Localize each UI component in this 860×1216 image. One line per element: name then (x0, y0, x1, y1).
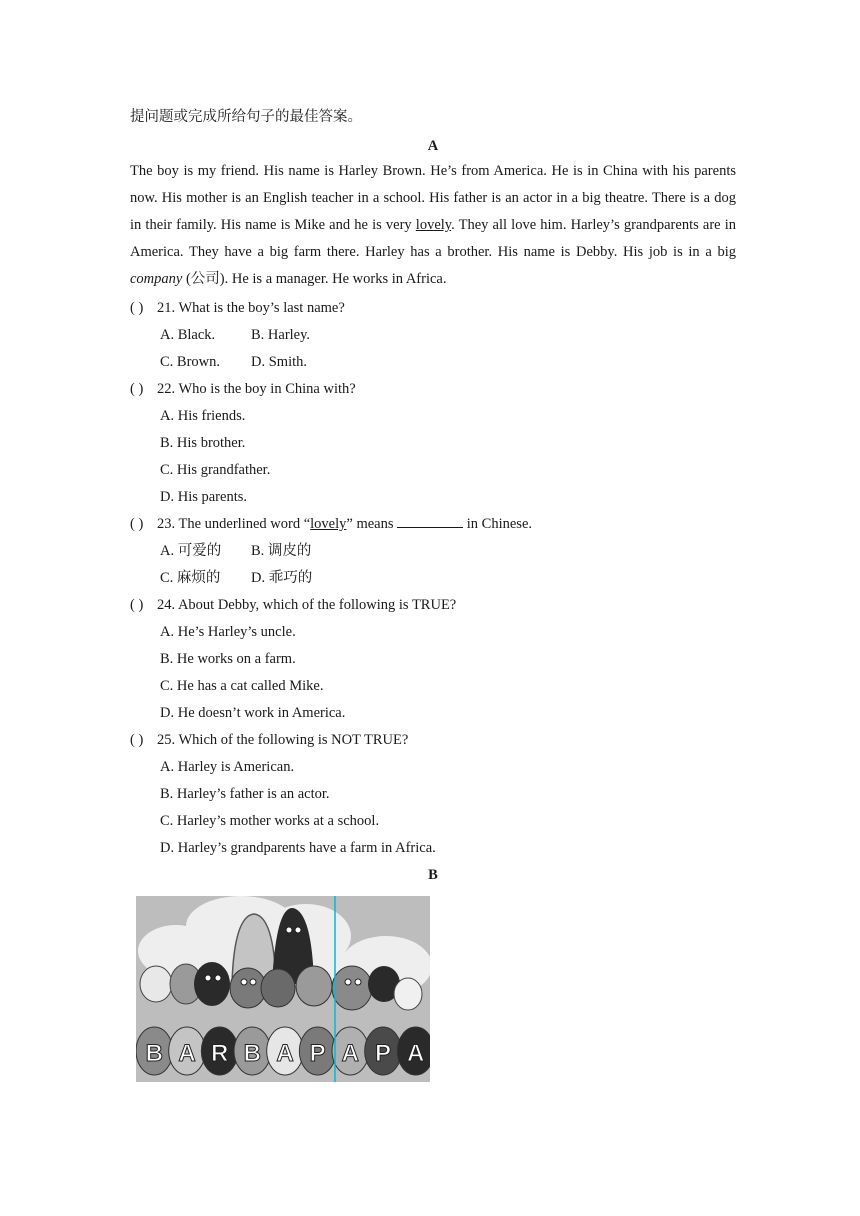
question-stem: 25. Which of the following is NOT TRUE? (157, 732, 409, 748)
passage-text-3: (公司). He is a manager. He works in Africa. (182, 271, 447, 287)
letter-glyph: B (145, 1040, 164, 1067)
letter-glyph: A (406, 1040, 425, 1067)
question-24 (130, 596, 456, 614)
underlined-word: lovely (415, 217, 452, 233)
question-25 (130, 731, 408, 749)
section-a-heading: A (427, 138, 439, 154)
option-c: C. His grandfather. (160, 462, 271, 478)
answer-paren: ( ) (130, 300, 144, 316)
barbapapa-family-image (136, 896, 430, 1082)
question-stem-post: ” means (346, 516, 398, 532)
letter-blobs (136, 1027, 430, 1075)
answer-paren: ( ) (130, 732, 144, 748)
letter-glyph: A (276, 1040, 294, 1067)
option-c: C. Harley’s mother works at a school. (160, 813, 380, 829)
letter-glyph: P (309, 1040, 326, 1067)
instructions: 提问题或完成所给句子的最佳答案。 (130, 109, 362, 125)
option-b: B. His brother. (160, 435, 246, 451)
question-stem: 21. What is the boy’s last name? (157, 300, 345, 316)
answer-paren: ( ) (130, 516, 144, 532)
answer-paren: ( ) (130, 597, 144, 613)
letter-glyph: A (341, 1040, 360, 1067)
reading-passage-a (130, 158, 736, 293)
option-d: D. His parents. (160, 489, 247, 505)
option-d: D. Smith. (251, 354, 307, 370)
option-a: A. Black. (160, 327, 216, 343)
letter-glyph: P (374, 1040, 392, 1067)
option-a: A. He’s Harley’s uncle. (160, 624, 296, 640)
passage-text-1: The boy is my friend. His name is Harley Brown. He’s from America. He is in China with his parents now. His mother is an English teacher in a school. His father is an actor in a big theatre. There is a dog in their family. His name is Mike and he is very (130, 163, 736, 233)
italic-word: company (130, 271, 183, 287)
answer-paren: ( ) (130, 381, 144, 397)
option-b: B. He works on a farm. (160, 651, 296, 667)
answer-blank (397, 515, 463, 528)
option-a: A. His friends. (160, 408, 246, 424)
question-21 (130, 299, 345, 317)
question-stem-end: in Chinese. (463, 516, 533, 532)
question-stem: 24. About Debby, which of the following is TRUE? (157, 597, 457, 613)
option-a: A. Harley is American. (160, 759, 295, 775)
option-c: C. 麻烦的 (160, 570, 221, 586)
option-c: C. He has a cat called Mike. (160, 678, 324, 694)
question-stem: 22. Who is the boy in China with? (157, 381, 356, 397)
letter-glyph: R (210, 1040, 229, 1067)
option-d: D. Harley’s grandparents have a farm in Africa. (160, 840, 436, 856)
underlined-word: lovely (310, 516, 347, 532)
question-22 (130, 380, 356, 398)
question-stem-pre: 23. The underlined word “ (157, 516, 311, 532)
option-d: D. He doesn’t work in America. (160, 705, 346, 721)
letter-glyph: B (243, 1040, 262, 1067)
option-a: A. 可爱的 (160, 543, 222, 559)
option-d: D. 乖巧的 (251, 570, 313, 586)
section-b-heading: B (428, 867, 438, 883)
option-b: B. Harley’s father is an actor. (160, 786, 330, 802)
passage-text-2: . They all love him. Harley’s grandparents are in America. They have a big farm there. Harley has a brother. His name is Debby. His job is in a big (130, 217, 736, 260)
option-c: C. Brown. (160, 354, 221, 370)
option-b: B. 调皮的 (251, 543, 312, 559)
option-b: B. Harley. (251, 327, 311, 343)
letter-glyph: A (178, 1040, 196, 1067)
question-23 (130, 515, 532, 533)
